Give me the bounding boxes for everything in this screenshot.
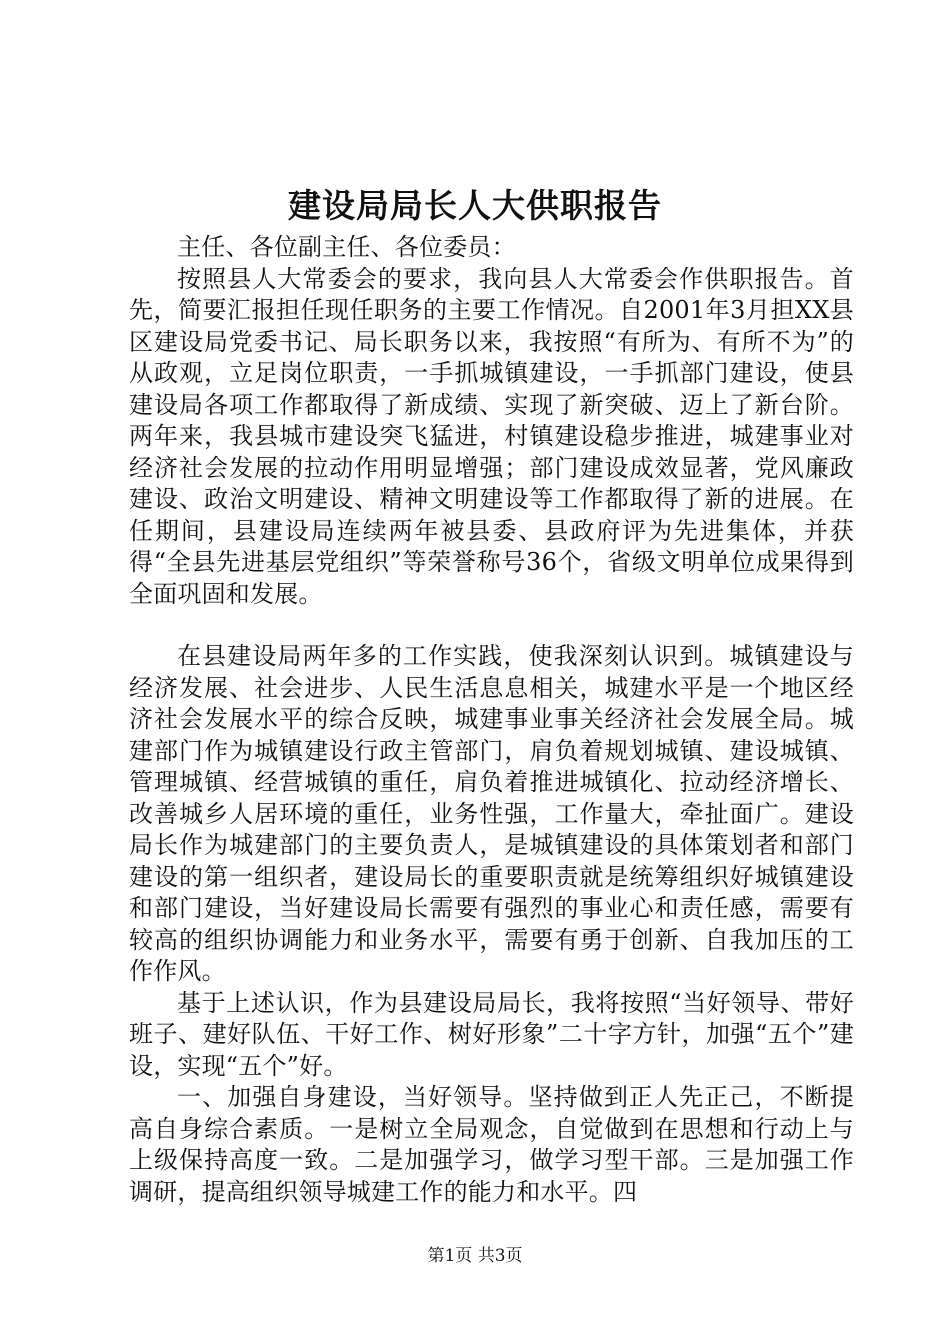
salutation-paragraph: 主任、各位副主任、各位委员：	[177, 233, 516, 261]
page-number-footer: 第1页 共3页	[427, 1246, 523, 1266]
body-paragraph: 按照县人大常委会的要求，我向县人大常委会作供职报告。首先，简要汇报担任现任职务的主要工作情况。自2001年3月担XX县区建设局党委书记、局长职务以来，我按照“有所为、有所不为”的从政观，立足岗位职责，一手抓城镇建设，一手抓部门建设，使县建设局各项工作都取得了新成绩、实现了新突破、迈上了新台阶。两年来，我县城市建设突飞猛进，村镇建设稳步推进，城建事业对经济社会发展的拉动作用明显增强；部门建设成效显著，党风廉政建设、政治文明建设、精神文明建设等工作都取得了新的进展。在任期间，县建设局连续两年被县委、县政府评为先进集体，并获得“全县先进基层党组织”等荣誉称号36个，省级文明单位成果得到全面巩固和发展。	[129, 264, 854, 608]
body-paragraph: 一、加强自身建设，当好领导。坚持做到正人先正己，不断提高自身综合素质。一是树立全局观念，自觉做到在思想和行动上与上级保持高度一致。二是加强学习，做学习型干部。三是加强工作调研，提高组织领导城建工作的能力和水平。四	[129, 1083, 854, 1206]
document-body	[129, 232, 854, 1208]
document-title: 建设局局长人大供职报告	[288, 186, 662, 225]
body-paragraph: 基于上述认识，作为县建设局局长，我将按照“当好领导、带好班子、建好队伍、干好工作、树好形象”二十字方针，加强“五个”建设，实现“五个”好。	[129, 988, 854, 1080]
body-paragraph: 在县建设局两年多的工作实践，使我深刻认识到。城镇建设与经济发展、社会进步、人民生活息息相关，城建水平是一个地区经济社会发展水平的综合反映，城建事业事关经济社会发展全局。城建部门作为城镇建设行政主管部门，肩负着规划城镇、建设城镇、管理城镇、经营城镇的重任，肩负着推进城镇化、拉动经济增长、改善城乡人居环境的重任，业务性强，工作量大，牵扯面广。建设局长作为城建部门的主要负责人，是城镇建设的具体策划者和部门建设的第一组织者，建设局长的重要职责就是统筹组织好城镇建设和部门建设，当好建设局长需要有强烈的事业心和责任感，需要有较高的组织协调能力和业务水平，需要有勇于创新、自我加压的工作作风。	[129, 642, 854, 985]
